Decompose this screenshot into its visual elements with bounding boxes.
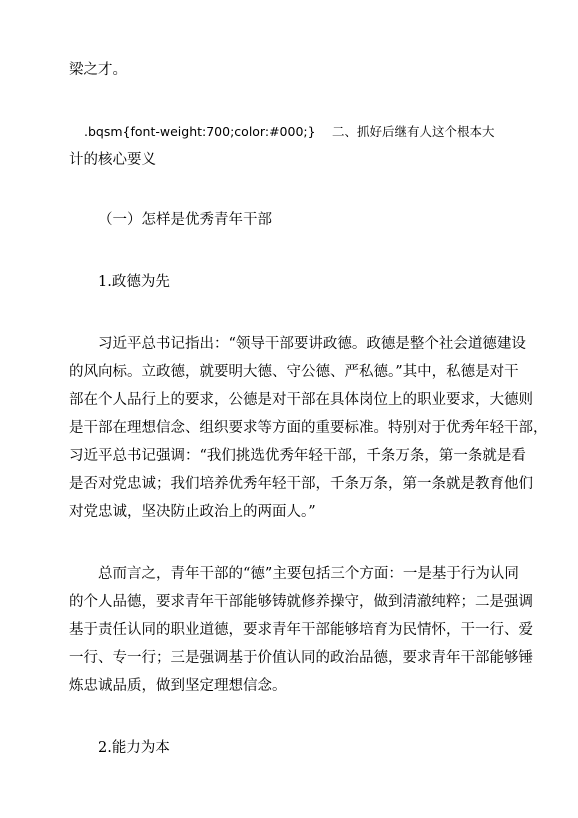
paragraph-line: 对党忠诚，坚决防止政治上的两面人。” bbox=[69, 504, 316, 520]
section-heading-line: .bqsm{font-weight:700;color:#000;} 二、抓好后继有人这个根本大 bbox=[84, 124, 495, 139]
paragraph-line: 基于责任认同的职业道德，要求青年干部能够培育为民情怀，干一行、爱 bbox=[69, 622, 533, 638]
paragraph-line: 炼忠诚品质，做到坚定理想信念。 bbox=[69, 678, 287, 694]
paragraph-line: 习近平总书记强调：“我们挑选优秀年轻干部，千条万条，第一条就是看 bbox=[69, 448, 526, 464]
subsection-heading: 1.政德为先 bbox=[98, 274, 170, 290]
paragraph-line: 部在个人品行上的要求，公德是对干部在具体岗位上的职业要求，大德则 bbox=[69, 392, 533, 408]
subsection-heading: 2.能力为本 bbox=[98, 740, 170, 756]
paragraph-line: 总而言之，青年干部的“德”主要包括三个方面：一是基于行为认同 bbox=[98, 566, 519, 582]
paragraph-line: 的风向标。立政德，就要明大德、守公德、严私德。”其中，私德是对干 bbox=[69, 364, 519, 380]
section-heading-line: 计的核心要义 bbox=[69, 152, 156, 168]
paragraph-line: 是干部在理想信念、组织要求等方面的重要标准。特别对于优秀年轻干部， bbox=[69, 420, 548, 436]
paragraph-line: 是否对党忠诚；我们培养优秀年轻干部，千条万条，第一条就是教育他们 bbox=[69, 476, 533, 492]
paragraph-line: 梁之才。 bbox=[69, 62, 127, 78]
paragraph-line: 一行、专一行；三是强调基于价值认同的政治品德，要求青年干部能够锤 bbox=[69, 650, 533, 666]
paragraph-line: 习近平总书记指出：“领导干部要讲政德。政德是整个社会道德建设 bbox=[98, 336, 526, 352]
subsection-heading: （一）怎样是优秀青年干部 bbox=[98, 212, 272, 228]
paragraph-line: 的个人品德，要求青年干部能够铸就修养操守，做到清澈纯粹；二是强调 bbox=[69, 594, 533, 610]
